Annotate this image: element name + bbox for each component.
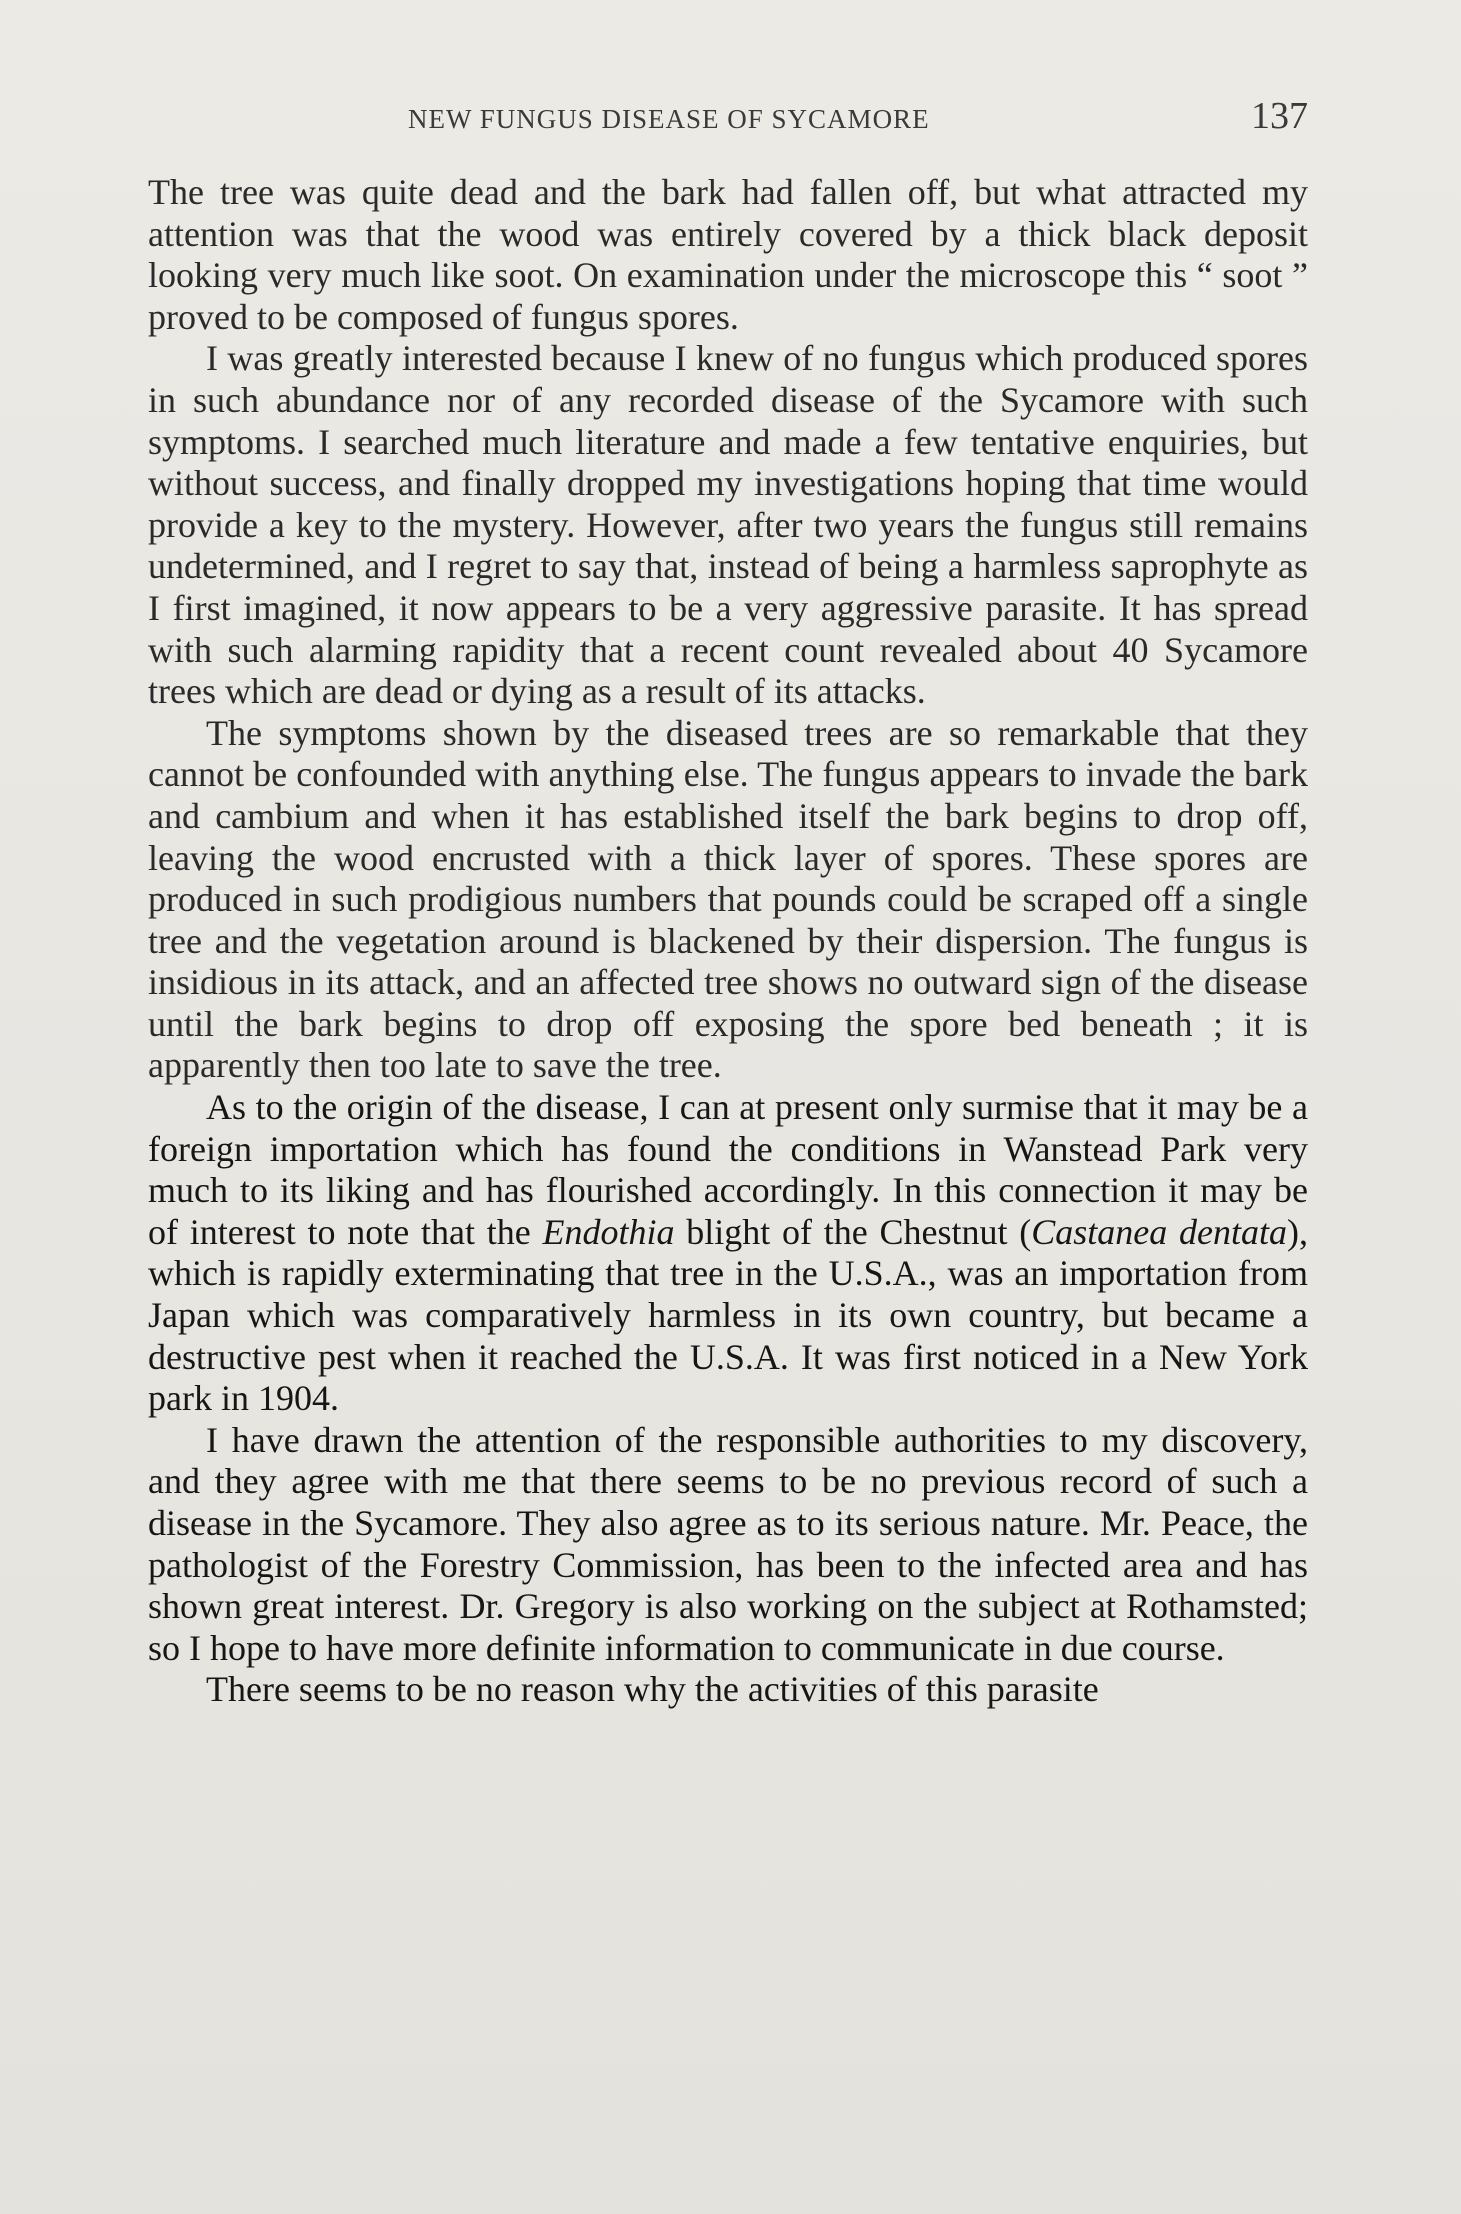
paragraph-continuation: There seems to be no reason why the activities of this parasite [206, 1669, 1099, 1710]
running-head: NEW FUNGUS DISEASE OF SYCAMORE [408, 104, 930, 134]
paragraph-symptoms: The symptoms shown by the diseased trees are so remarkable that they cannot be confounded with anything else. The fungus appears to invade the bark and cambium and when it has established itself the bark begins to drop off, leaving the wood encrusted with a thick layer of spores. These spores are produced in such prodigious numbers that pounds could be scraped off a single tree and the vegetation around is blackened by their dispersion. The fungus is insidious in its attack, and an affected tree shows no outward sign of the disease until the bark begins to drop off exposing the spore bed beneath ; it is apparently then too late to save the tree. [148, 712, 1308, 1086]
article-body [148, 172, 1308, 1711]
origin-text-middle: blight of the Chestnut ( [674, 1211, 1032, 1252]
origin-text-start: As to the origin of the disease, I can at present only surmise that it may be a foreign importation which has found the conditions in Wanstead Park very much to its liking and has flourished accordingly. In this connection it may be of interest to note that the [148, 1087, 1308, 1252]
castanea-species: Castanea dentata [1031, 1211, 1287, 1252]
paragraph-authorities: I have drawn the attention of the responsible authorities to my discovery, and they agree with me that there seems to be no previous record of such a disease in the Sycamore. They also agree as to its serious nature. Mr. Peace, the pathologist of the Forestry Commission, has been to the infected area and has shown great interest. Dr. Gregory is also working on the subject at Rothamsted; so I hope to have more definite information to communicate in due course. [148, 1419, 1308, 1668]
paragraph-origin [148, 1087, 1308, 1420]
page-number: 137 [1251, 95, 1308, 137]
endothia-genus: Endothia [542, 1211, 675, 1252]
page-header [148, 96, 1308, 146]
origin-text-end: ), which is rapidly exterminating that tree in the U.S.A., was an importation from Japan which was comparatively harmless in its own country, but became a destructive pest when it reached the U.S.A. It was first noticed in a New York park in 1904. [148, 1211, 1308, 1419]
paragraph-dead-tree: The tree was quite dead and the bark had fallen off, but what attracted my attention was that the wood was entirely covered by a thick black deposit looking very much like soot. On examination under the microscope this “ soot ” proved to be composed of fungus spores. [148, 172, 1308, 337]
paragraph-interest: I was greatly interested because I knew of no fungus which produced spores in such abundance nor of any recorded disease of the Sycamore with such symptoms. I searched much literature and made a few tentative enquiries, but without success, and finally dropped my investigations hoping that time would provide a key to the mystery. However, after two years the fungus still remains undetermined, and I regret to say that, instead of being a harmless saprophyte as I first imagined, it now appears to be a very aggressive parasite. It has spread with such alarming rapidity that a recent count revealed about 40 Sycamore trees which are dead or dying as a result of its attacks. [148, 338, 1308, 712]
